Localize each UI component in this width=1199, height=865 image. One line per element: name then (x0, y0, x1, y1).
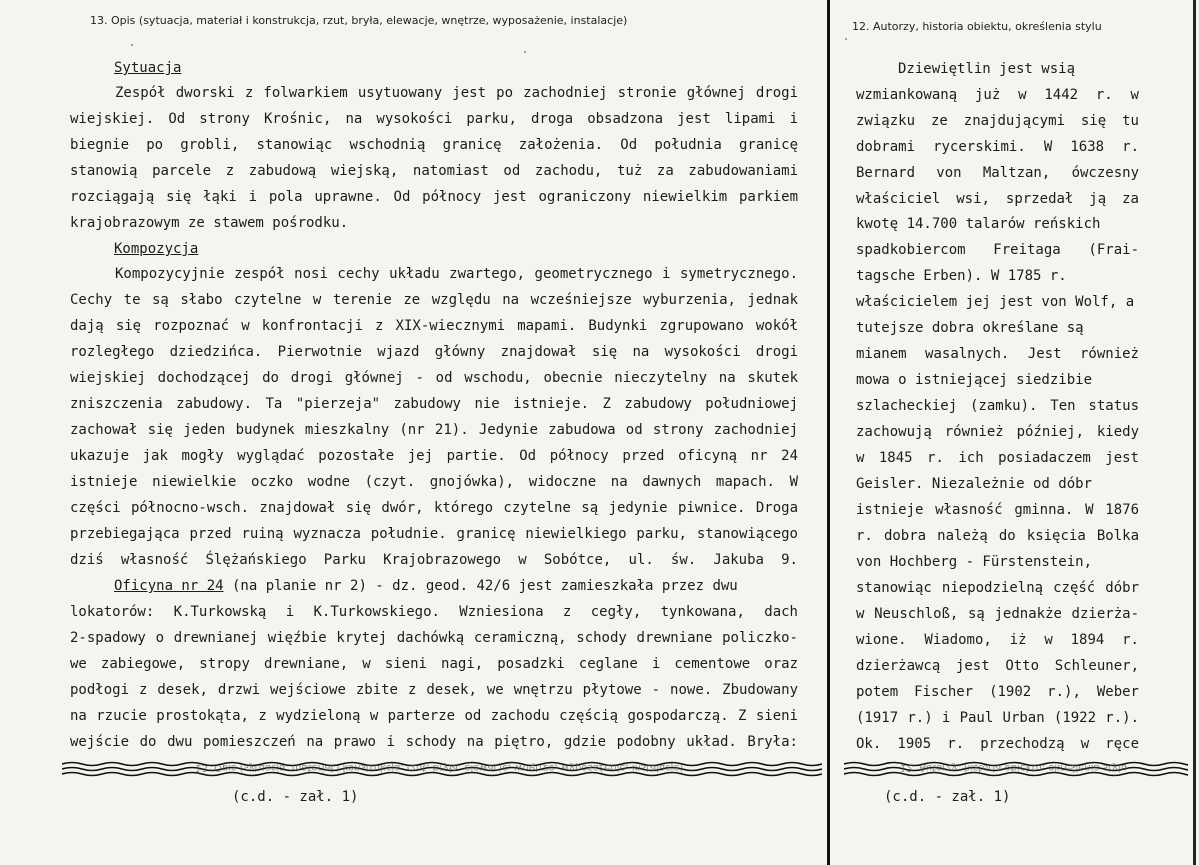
text-line: Ok. 1905 r. przechodzą w ręce (856, 736, 1139, 752)
text-line: Geisler. Niezależnie od dóbr (856, 476, 1093, 492)
heading-kompozycja: Kompozycja (114, 241, 199, 257)
oficyna-line (114, 578, 842, 594)
text-line: stanowią parcele z zabudową wiejską, natomiast od zachodu, tuż za zabudowaniami (70, 163, 798, 179)
text-fragment: (na planie nr 2) - dz. geod. 42/6 jest zamieszkała przez dwu (223, 578, 738, 594)
text-line: r. dobra należą do księcia Bolka (856, 528, 1139, 544)
text-line: zniszczenia zabudowy. Ta "pierzeja" zabudowy nie istnieje. Z zabudowy południowej (70, 396, 798, 412)
mirrored-header-left: 13. Opis (sytuacja, materiał i konstrukcja, rzut, bryła, elewacje, wnętrze, wyposażenie, instalacje) (195, 762, 684, 773)
text-line: wiejskiej. Od strony Krośnic, na wysokości parku, droga obsadzona jest lipami i (70, 111, 798, 127)
text-line: Cechy te są słabo czytelne w terenie ze względu na wcześniejsze wyburzenia, jednak (70, 292, 798, 308)
text-line: podłogi z desek, drzwi wejściowe zbite z desek, we wnętrzu płytowe - nowe. Zbudowany (70, 682, 798, 698)
text-line: właściciel wsi, sprzedał ją za (856, 191, 1139, 207)
text-line: rozciągają się łąki i pola uprawne. Od północy jest ograniczony niewielkim parkiem (70, 189, 798, 205)
text-line: związku ze znajdującymi się tu (856, 113, 1139, 129)
text-line: spadkobiercom Freitaga (Frai- (856, 242, 1139, 258)
text-line: lokatorów: K.Turkowską i K.Turkowskiego. Wzniesiona z cegły, tynkowana, dach (70, 604, 798, 620)
paper-speck (845, 38, 847, 40)
section-12-header: 12. Autorzy, historia obiektu, określenia stylu (852, 20, 1102, 33)
text-line: przebiegająca przed ruiną wyznacza południe. granicę niewielkiego parku, stanowiącego (70, 526, 798, 542)
text-line: właścicielem jej jest von Wolf, a (856, 294, 1135, 310)
page-frame-edge (1193, 0, 1196, 865)
text-line: dobrami rycerskimi. W 1638 r. (856, 139, 1139, 155)
text-line: tutejsze dobra określane są (856, 320, 1084, 336)
heading-sytuacja: Sytuacja (114, 60, 182, 76)
text-line: mianem wasalnych. Jest również (856, 346, 1139, 362)
text-line: zachował się jeden budynek mieszkalny (nr 21). Jedynie zabudowa od strony zachodniej (70, 422, 798, 438)
heading-oficyna: Oficyna nr 24 (114, 578, 224, 594)
text-line: wiejskiej dochodzącej do drogi głównej - od wschodu, obecnie nieczytelny na skutek (70, 370, 798, 386)
mirrored-header-right: 12. Autorzy, historia obiektu, określenia stylu (900, 762, 1127, 773)
text-line: we zabiegowe, stropy drewniane, w sieni nagi, posadzki ceglane i cementowe oraz (70, 656, 798, 672)
text-line: krajobrazowym ze stawem pośrodku. (70, 215, 349, 231)
text-line: w Neuschloß, są jednakże dzierża- (856, 606, 1139, 622)
text-line: szlacheckiej (zamku). Ten status (856, 398, 1139, 414)
text-line: wione. Wiadomo, iż w 1894 r. (856, 632, 1139, 648)
text-line: dzierżawcą jest Otto Schleuner, (856, 658, 1139, 674)
text-line: istnieje własność gminna. W 1876 (856, 502, 1139, 518)
text-line: stanowiąc niepodzielną część dóbr (856, 580, 1139, 596)
text-line: zachowują również później, kiedy (856, 424, 1139, 440)
text-line: wejście do dwu pomieszczeń na prawo i schody na piętro, gdzie podobny układ. Bryła: (70, 734, 798, 750)
text-line: w 1845 r. ich posiadaczem jest (856, 450, 1139, 466)
text-line: części północno-wsch. znajdował się dwór, którego czytelne są jedynie piwnice. Droga (70, 500, 798, 516)
text-line: potem Fischer (1902 r.), Weber (856, 684, 1139, 700)
continuation-note-left: (c.d. - zał. 1) (232, 789, 359, 805)
text-line: ukazuje jak mogły wyglądać pozostałe jej partie. Od północy przed oficyną nr 24 (70, 448, 798, 464)
text-line: dziś własność Ślężańskiego Parku Krajobrazowego w Sobótce, ul. św. Jakuba 9. (70, 552, 798, 568)
column-divider (827, 0, 830, 865)
text-line: tagsche Erben). W 1785 r. (856, 268, 1067, 284)
text-line: biegnie po grobli, stanowiąc wschodnią granicę założenia. Od południa granicę (70, 137, 798, 153)
text-line: na rzucie prostokąta, z wydzieloną w parterze od zachodu częścią gospodarczą. Z sieni (70, 708, 798, 724)
paper-speck (131, 44, 133, 46)
text-line: Zespół dworski z folwarkiem usytuowany jest po zachodniej stronie głównej drogi (115, 85, 798, 101)
text-line: kwotę 14.700 talarów reńskich (856, 216, 1101, 232)
text-line: wzmiankowaną już w 1442 r. w (856, 87, 1139, 103)
continuation-note-right: (c.d. - zał. 1) (884, 789, 1011, 805)
text-line: 2-spadowy o drewnianej więźbie krytej dachówką ceramiczną, schody drewniane policzko- (70, 630, 798, 646)
text-line: rozległego dziedzińca. Pierwotnie wjazd główny znajdował się na wysokości drogi (70, 344, 798, 360)
section-13-header: 13. Opis (sytuacja, materiał i konstrukcja, rzut, bryła, elewacje, wnętrze, wyposażenie, instalacje) (90, 14, 628, 27)
text-line: istnieje niewielkie oczko wodne (czyt. gnojówka), widoczne na dawnych mapach. W (70, 474, 798, 490)
text-line: Dziewiętlin jest wsią (898, 61, 1076, 77)
text-line: Bernard von Maltzan, ówczesny (856, 165, 1139, 181)
text-line: Kompozycyjnie zespół nosi cechy układu zwartego, geometrycznego i symetrycznego. (115, 266, 798, 282)
paper-speck (524, 51, 526, 53)
text-line: mowa o istniejącej siedzibie (856, 372, 1093, 388)
text-line: (1917 r.) i Paul Urban (1922 r.). (856, 710, 1139, 726)
text-line: von Hochberg - Fürstenstein, (856, 554, 1093, 570)
text-line: dają się rozpoznać w konfrontacji z XIX-wiecznymi mapami. Budynki zgrupowano wokół (70, 318, 798, 334)
